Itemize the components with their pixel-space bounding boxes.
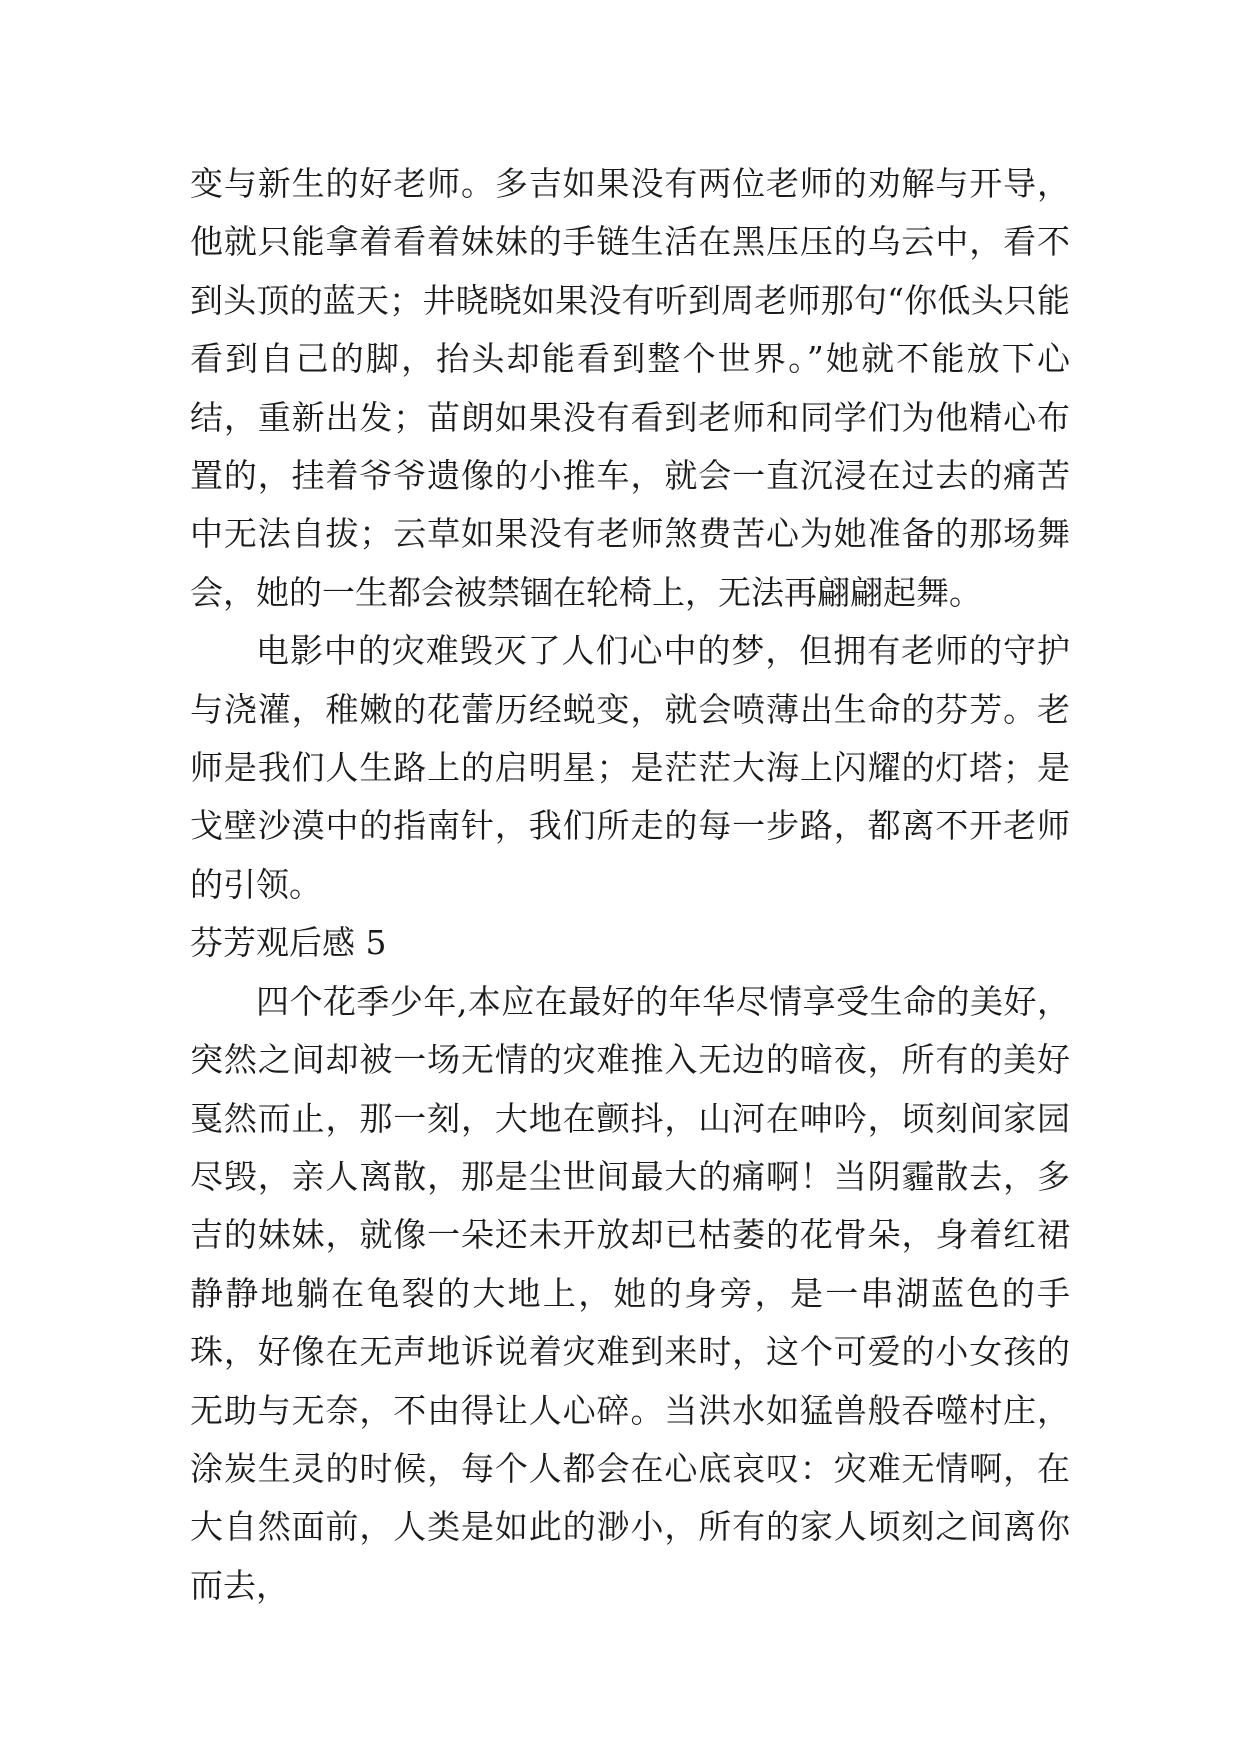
paragraph-continuation: 变与新生的好老师。多吉如果没有两位老师的劝解与开导，他就只能拿着看着妹妹的手链生活在黑压压的乌云中，看不到头顶的蓝天；井晓晓如果没有听到周老师那句“你低头只能看到自己的脚，抬头却能看到整个世界。”她就不能放下心结，重新出发；苗朗如果没有看到老师和同学们为他精心布置的，挂着爷爷遗像的小推车，就会一直沉浸在过去的痛苦中无法自拔；云草如果没有老师煞费苦心为她准备的那场舞会，她的一生都会被禁锢在轮椅上，无法再翩翩起舞。 [190, 164, 1070, 612]
paragraph-disaster-story: 四个花季少年,本应在最好的年华尽情享受生命的美好，突然之间却被一场无情的灾难推入无边的暗夜，所有的美好戛然而止，那一刻，大地在颤抖，山河在呻吟，顷刻间家园尽毁，亲人离散，那是尘世间最大的痛啊！当阴霾散去，多吉的妹妹，就像一朵还未开放却已枯萎的花骨朵，身着红裙静静地躺在龟裂的大地上，她的身旁，是一串湖蓝色的手珠，好像在无声地诉说着灾难到来时，这个可爱的小女孩的无助与无奈，不由得让人心碎。当洪水如猛兽般吞噬村庄，涂炭生灵的时候，每个人都会在心底哀叹：灾难无情啊，在大自然面前，人类是如此的渺小，所有的家人顷刻之间离你而去， [190, 981, 1070, 1605]
section-title: 芬芳观后感 5 [190, 923, 387, 963]
paragraph-teacher-guidance: 电影中的灾难毁灭了人们心中的梦，但拥有老师的守护与浇灌，稚嫩的花蕾历经蜕变，就会喷薄出生命的芬芳。老师是我们人生路上的启明星；是茫茫大海上闪耀的灯塔；是戈壁沙漠中的指南针，我们所走的每一步路，都离不开老师的引领。 [190, 631, 1070, 904]
document-body [190, 155, 1070, 1615]
